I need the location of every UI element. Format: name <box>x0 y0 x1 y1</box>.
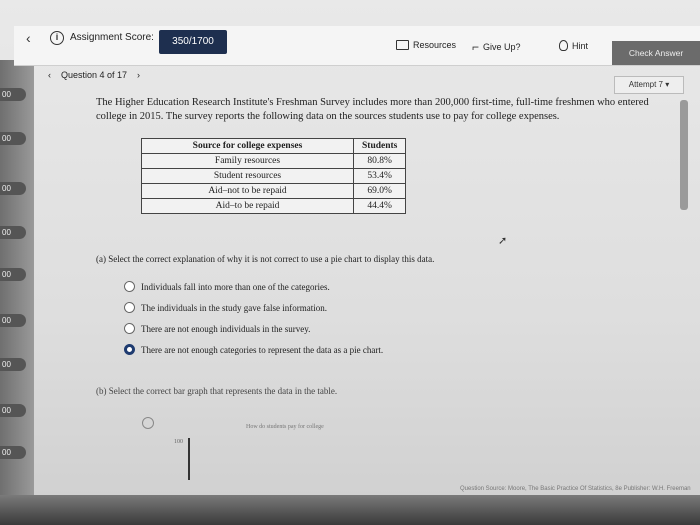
give-up-icon: ⌐ <box>472 40 480 54</box>
answer-option-label: The individuals in the study gave false information. <box>141 302 327 313</box>
part-a-prompt: (a) Select the correct explanation of why it is not correct to use a pie chart to display this data. <box>96 254 435 264</box>
answer-option[interactable] <box>124 318 383 339</box>
answer-option-label: There are not enough individuals in the survey. <box>141 323 311 334</box>
left-strip-item[interactable]: 00 <box>0 314 26 327</box>
bar-graph-option-radio[interactable] <box>142 417 154 429</box>
bar-graph-option-axis <box>188 438 190 480</box>
left-strip-item[interactable]: 00 <box>0 404 26 417</box>
left-strip-item[interactable]: 00 <box>0 268 26 281</box>
chevron-down-icon: ▾ <box>665 80 670 89</box>
lightbulb-icon <box>559 40 568 51</box>
resources-button[interactable] <box>396 40 456 50</box>
table-cell-source: Aid–to be repaid <box>142 199 354 214</box>
resources-label: Resources <box>413 40 457 50</box>
assignment-score-value: 350/1700 <box>159 30 227 54</box>
answer-option[interactable] <box>124 297 383 318</box>
answer-option-label: Individuals fall into more than one of the categories. <box>141 281 330 292</box>
left-strip-item[interactable]: 00 <box>0 132 26 145</box>
question-intro: The Higher Education Research Institute's Freshman Survey includes more than 200,000 first-time, full-time freshmen who entered college in 2015. The survey reports the following data on the sources students use to pay for college expenses. <box>96 97 649 122</box>
radio-button[interactable] <box>124 281 135 292</box>
hint-label: Hint <box>572 40 589 51</box>
question-content <box>96 96 676 445</box>
assignment-toolbar <box>14 26 700 66</box>
resources-icon <box>396 40 409 50</box>
table-cell-source: Aid–not to be repaid <box>142 184 354 199</box>
attempt-dropdown[interactable] <box>614 76 684 94</box>
answer-option-selected[interactable] <box>124 339 383 360</box>
assignment-score-label: Assignment Score: <box>70 32 154 43</box>
table-cell-source: Family resources <box>142 154 354 169</box>
part-b-prompt: (b) Select the correct bar graph that represents the data in the table. <box>96 386 338 396</box>
bar-graph-option-tick: 100 <box>174 439 183 445</box>
left-strip-item[interactable]: 00 <box>0 358 26 371</box>
table-row <box>142 154 406 169</box>
table-cell-students: 69.0% <box>354 184 406 199</box>
radio-button[interactable] <box>124 323 135 334</box>
scrollbar[interactable] <box>680 100 688 210</box>
prev-question-icon[interactable]: ‹ <box>48 70 51 80</box>
table-cell-students: 53.4% <box>354 169 406 184</box>
question-source-footer: Question Source: Moore, The Basic Practice Of Statistics, 8e Publisher: W.H. Freeman <box>460 486 691 492</box>
attempt-label: Attempt 7 <box>628 80 663 89</box>
table-header: Source for college expenses <box>142 139 354 154</box>
info-icon[interactable]: i <box>50 31 64 45</box>
next-question-icon[interactable]: › <box>137 70 141 80</box>
left-strip-item[interactable]: 00 <box>0 446 26 459</box>
data-table <box>141 138 406 214</box>
radio-button[interactable] <box>124 302 135 313</box>
question-counter: Question 4 of 17 <box>61 70 128 80</box>
question-navigator <box>48 70 140 80</box>
mouse-cursor-icon: ➚ <box>498 235 508 247</box>
back-chevron-icon[interactable]: ‹ <box>26 30 31 46</box>
hint-button[interactable] <box>559 40 588 51</box>
part-a-options <box>124 276 383 360</box>
left-side-strip <box>0 60 34 500</box>
table-row <box>142 199 406 214</box>
table-cell-students: 44.4% <box>354 199 406 214</box>
table-header: Students <box>354 139 406 154</box>
bar-graph-option-title: How do students pay for college <box>246 424 324 430</box>
give-up-button[interactable] <box>472 40 521 54</box>
table-cell-source: Student resources <box>142 169 354 184</box>
left-strip-item[interactable]: 00 <box>0 88 26 101</box>
left-strip-item[interactable]: 00 <box>0 182 26 195</box>
bottom-edge <box>0 495 700 525</box>
give-up-label: Give Up? <box>483 42 521 52</box>
radio-button-selected[interactable] <box>124 344 135 355</box>
table-row <box>142 184 406 199</box>
check-answer-button[interactable]: Check Answer <box>612 41 700 65</box>
answer-option-label: There are not enough categories to represent the data as a pie chart. <box>141 344 384 355</box>
answer-option[interactable] <box>124 276 383 297</box>
table-cell-students: 80.8% <box>354 154 406 169</box>
left-strip-item[interactable]: 00 <box>0 226 26 239</box>
table-row <box>142 169 406 184</box>
